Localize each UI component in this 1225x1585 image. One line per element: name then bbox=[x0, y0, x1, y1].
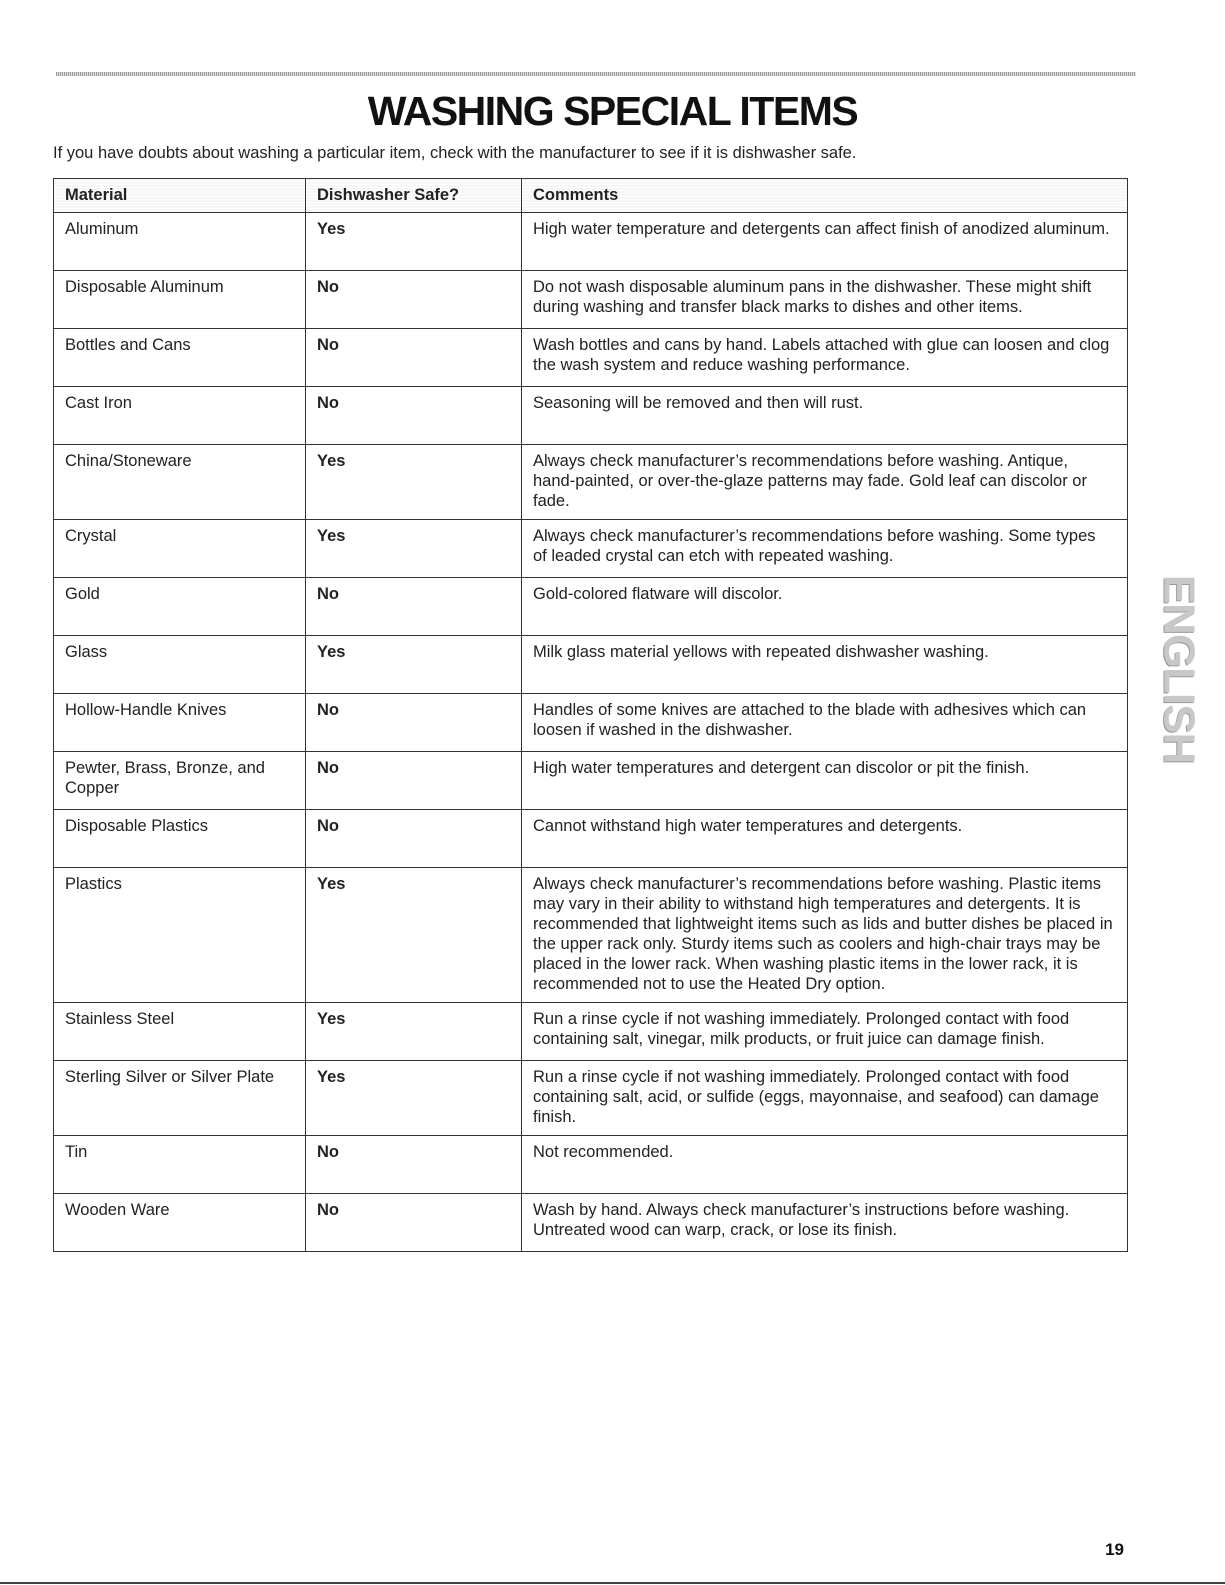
table-row bbox=[54, 271, 1128, 329]
table-row bbox=[54, 387, 1128, 445]
header-comments: Comments bbox=[522, 179, 1128, 213]
material-cell: Bottles and Cans bbox=[54, 329, 306, 387]
material-cell: Pewter, Brass, Bronze, and Copper bbox=[54, 752, 306, 810]
comment-cell: High water temperatures and detergent can discolor or pit the finish. bbox=[522, 752, 1128, 810]
safe-cell: No bbox=[306, 329, 522, 387]
safe-cell: No bbox=[306, 271, 522, 329]
material-cell: Disposable Aluminum bbox=[54, 271, 306, 329]
safe-cell: No bbox=[306, 752, 522, 810]
safe-cell: Yes bbox=[306, 868, 522, 1003]
material-cell: Aluminum bbox=[54, 213, 306, 271]
safe-cell: No bbox=[306, 578, 522, 636]
table-body bbox=[54, 213, 1128, 1252]
safe-cell: No bbox=[306, 1136, 522, 1194]
table-row bbox=[54, 752, 1128, 810]
material-cell: Plastics bbox=[54, 868, 306, 1003]
comment-cell: Always check manufacturer’s recommendations before washing. Antique, hand-painted, or over-the-glaze patterns may fade. Gold leaf can discolor or fade. bbox=[522, 445, 1128, 520]
comment-cell: Run a rinse cycle if not washing immediately. Prolonged contact with food containing salt, vinegar, milk products, or fruit juice can damage finish. bbox=[522, 1003, 1128, 1061]
table-row bbox=[54, 694, 1128, 752]
safe-cell: No bbox=[306, 694, 522, 752]
table-row bbox=[54, 1136, 1128, 1194]
page-title: WASHING SPECIAL ITEMS bbox=[367, 88, 858, 134]
bottom-rule bbox=[0, 1582, 1225, 1584]
table-row bbox=[54, 1194, 1128, 1252]
material-cell: Crystal bbox=[54, 520, 306, 578]
table-row bbox=[54, 1061, 1128, 1136]
language-side-tab bbox=[1148, 566, 1208, 771]
material-cell: Hollow-Handle Knives bbox=[54, 694, 306, 752]
material-cell: Tin bbox=[54, 1136, 306, 1194]
comment-cell: Wash bottles and cans by hand. Labels attached with glue can loosen and clog the wash system and reduce washing performance. bbox=[522, 329, 1128, 387]
table-row bbox=[54, 1003, 1128, 1061]
comment-cell: Handles of some knives are attached to the blade with adhesives which can loosen if washed in the dishwasher. bbox=[522, 694, 1128, 752]
comment-cell: Always check manufacturer’s recommendations before washing. Plastic items may vary in their ability to withstand high temperatures and detergents. It is recommended that lightweight items such as lids and butter dishes be placed in the upper rack only. Sturdy items such as coolers and high-chair trays may be placed in the lower rack. When washing plastic items in the lower rack, it is recommended not to use the Heated Dry option. bbox=[522, 868, 1128, 1003]
safe-cell: Yes bbox=[306, 636, 522, 694]
comment-cell: Always check manufacturer’s recommendations before washing. Some types of leaded crystal can etch with repeated washing. bbox=[522, 520, 1128, 578]
comment-cell: Run a rinse cycle if not washing immediately. Prolonged contact with food containing salt, acid, or sulfide (eggs, mayonnaise, and seafood) can damage finish. bbox=[522, 1061, 1128, 1136]
material-cell: Gold bbox=[54, 578, 306, 636]
comment-cell: Gold-colored flatware will discolor. bbox=[522, 578, 1128, 636]
table-row bbox=[54, 445, 1128, 520]
safe-cell: No bbox=[306, 810, 522, 868]
special-items-table bbox=[53, 178, 1128, 1252]
page-number: 19 bbox=[1105, 1540, 1124, 1559]
comment-cell: Not recommended. bbox=[522, 1136, 1128, 1194]
safe-cell: No bbox=[306, 387, 522, 445]
material-cell: Sterling Silver or Silver Plate bbox=[54, 1061, 306, 1136]
comment-cell: Do not wash disposable aluminum pans in the dishwasher. These might shift during washing and transfer black marks to dishes and other items. bbox=[522, 271, 1128, 329]
table-row bbox=[54, 868, 1128, 1003]
comment-cell: Cannot withstand high water temperatures and detergents. bbox=[522, 810, 1128, 868]
safe-cell: Yes bbox=[306, 213, 522, 271]
material-cell: Cast Iron bbox=[54, 387, 306, 445]
table-row bbox=[54, 520, 1128, 578]
material-cell: Stainless Steel bbox=[54, 1003, 306, 1061]
table-row bbox=[54, 636, 1128, 694]
top-rule bbox=[56, 72, 1136, 76]
safe-cell: No bbox=[306, 1194, 522, 1252]
header-dishwasher-safe: Dishwasher Safe? bbox=[306, 179, 522, 213]
table-row bbox=[54, 810, 1128, 868]
table-header-row bbox=[54, 179, 1128, 213]
safe-cell: Yes bbox=[306, 1061, 522, 1136]
material-cell: Wooden Ware bbox=[54, 1194, 306, 1252]
comment-cell: Wash by hand. Always check manufacturer’s instructions before washing. Untreated wood can warp, crack, or lose its finish. bbox=[522, 1194, 1128, 1252]
table-row bbox=[54, 578, 1128, 636]
header-material: Material bbox=[54, 179, 306, 213]
comment-cell: High water temperature and detergents can affect finish of anodized aluminum. bbox=[522, 213, 1128, 271]
intro-text: If you have doubts about washing a particular item, check with the manufacturer to see if it is dishwasher safe. bbox=[53, 144, 857, 162]
material-cell: China/Stoneware bbox=[54, 445, 306, 520]
material-cell: Glass bbox=[54, 636, 306, 694]
comment-cell: Milk glass material yellows with repeated dishwasher washing. bbox=[522, 636, 1128, 694]
safe-cell: Yes bbox=[306, 445, 522, 520]
language-label: ENGLISH bbox=[1154, 574, 1204, 763]
table-row bbox=[54, 329, 1128, 387]
safe-cell: Yes bbox=[306, 1003, 522, 1061]
material-cell: Disposable Plastics bbox=[54, 810, 306, 868]
comment-cell: Seasoning will be removed and then will rust. bbox=[522, 387, 1128, 445]
safe-cell: Yes bbox=[306, 520, 522, 578]
table-row bbox=[54, 213, 1128, 271]
